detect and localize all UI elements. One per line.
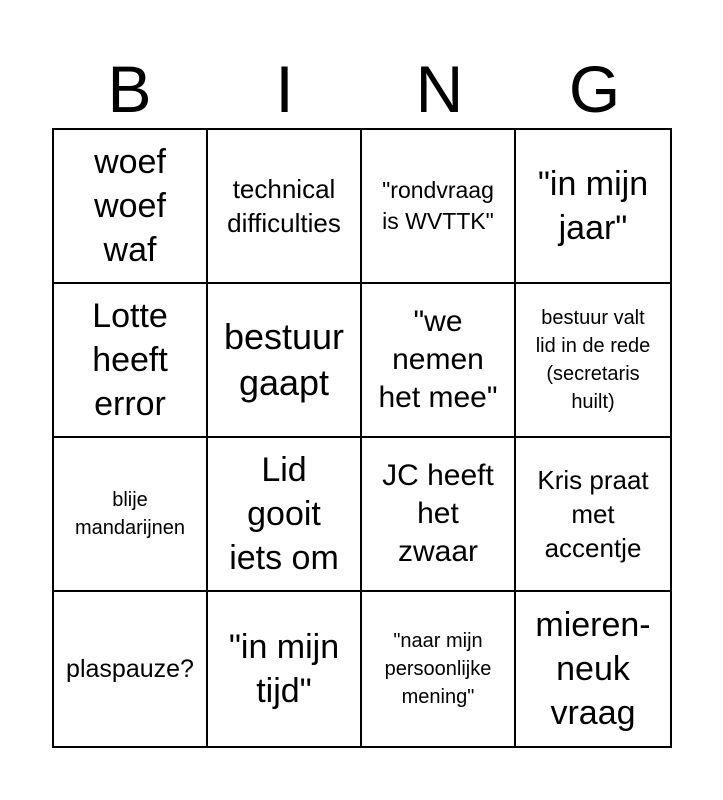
bingo-cell[interactable] [208, 284, 362, 438]
cell-text: bestuur valt lid in de rede (secretaris huilt) [535, 307, 651, 413]
cell-text: technical difficulties [227, 174, 341, 238]
header-letter-b: B [107, 52, 152, 126]
cell-text: "in mijn tijd" [228, 628, 340, 710]
cell-text: mieren- neuk vraag [535, 606, 651, 732]
bingo-cell[interactable] [208, 438, 362, 592]
bingo-cell[interactable] [54, 438, 208, 592]
bingo-cell[interactable] [362, 592, 516, 746]
bingo-header [52, 50, 672, 128]
bingo-board [52, 128, 672, 748]
bingo-cell[interactable] [208, 592, 362, 746]
header-letter-i: I [275, 52, 294, 126]
header-letter-g: G [568, 52, 621, 126]
bingo-cell[interactable] [54, 592, 208, 746]
bingo-cell[interactable] [516, 284, 670, 438]
bingo-cell[interactable] [516, 130, 670, 284]
cell-text: "in mijn jaar" [537, 165, 649, 247]
bingo-cell[interactable] [516, 592, 670, 746]
cell-text: woef woef waf [94, 143, 166, 269]
cell-text: plaspauze? [66, 655, 194, 683]
cell-text: JC heeft het zwaar [382, 459, 494, 568]
bingo-cell[interactable] [54, 130, 208, 284]
cell-text: "we nemen het mee" [378, 305, 498, 414]
cell-text: "rondvraag is WVTTK" [382, 177, 494, 234]
cell-text: blije mandarijnen [74, 489, 186, 539]
cell-text: Lid gooit iets om [229, 451, 339, 577]
bingo-cell[interactable] [362, 438, 516, 592]
bingo-cell[interactable] [54, 284, 208, 438]
bingo-cell[interactable] [516, 438, 670, 592]
cell-text: "naar mijn persoonlijke mening" [384, 630, 492, 708]
header-letter-n: N [415, 52, 464, 126]
cell-text: bestuur gaapt [223, 316, 345, 403]
bingo-cell[interactable] [362, 130, 516, 284]
cell-text: Lotte heeft error [92, 297, 168, 423]
bingo-cell[interactable] [362, 284, 516, 438]
cell-text: Kris praat met accentje [537, 465, 649, 563]
bingo-cell[interactable] [208, 130, 362, 284]
